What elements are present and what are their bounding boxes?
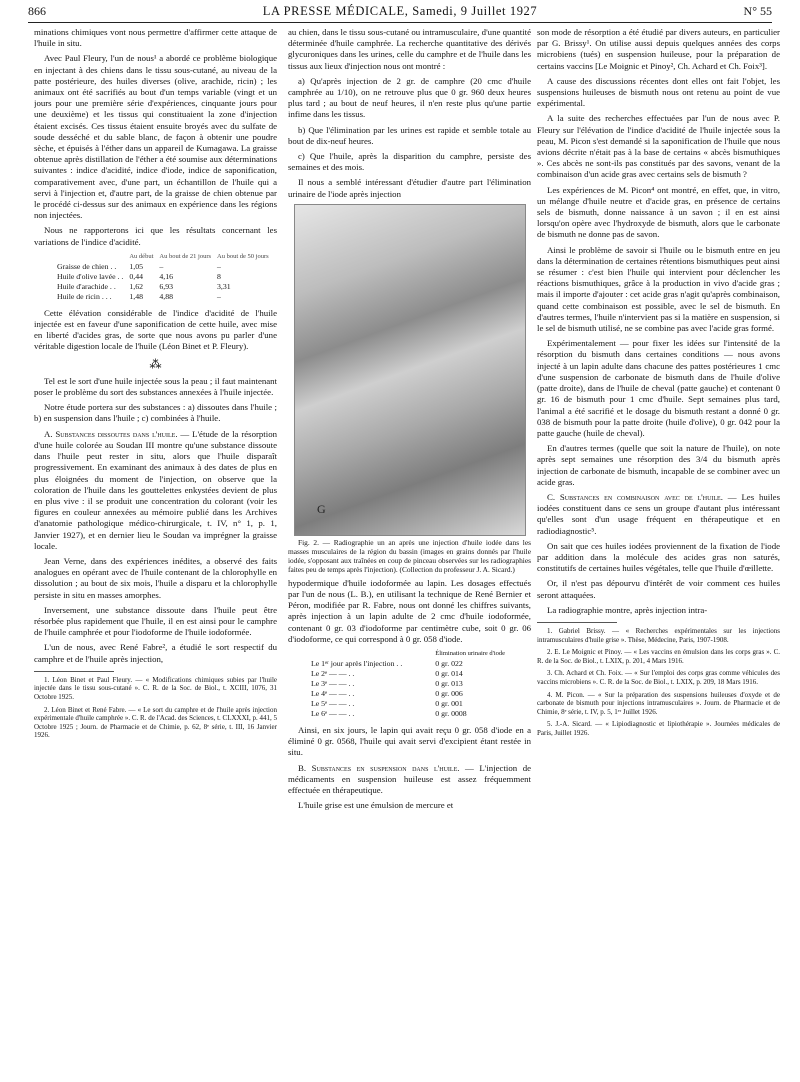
table-row [308,699,508,709]
cell: 0,44 [129,271,144,281]
paragraph: Les expériences de M. Picon⁴ ont montré, en effet, que, in vitro, un mélange d'huile neutre et d'acide gras, en présence de certains sels de bismuth, donne naissance à un savon ; il en est ainsi lorsqu'on opère avec l'hydroxyde de bismuth, alors que le carbonate de bismuth ne donne pas de savon. [537,184,780,240]
table-row [54,282,272,292]
row-label: Huile de ricin . . . [57,291,112,301]
paragraph: En d'autres termes (quelle que soit la nature de l'huile), on note après sept semaines une résorption des 3/4 du bismuth après injection de carbonate de bismuth, incapable de se combiner avec un acide gras. [537,443,780,487]
paragraph: Nous ne rapporterons ici que les résultats concernant les variations de l'indice d'acidité. [34,225,277,247]
table-row [308,689,508,699]
section-text: L'injection de médicaments en suspension huileuse est assez fréquemment effectuée en thérapeutique. [288,762,531,796]
cell: 6,93 [159,281,174,291]
section-text: L'étude de la résorption d'une huile colorée au Soudan III montre qu'une substance dissoute dans l'huile peut rester in situ, alors que l'huile disparaît progressivement. En examinant des animaux à des dates de plus en plus éloignées du moment de l'injection, on observe que la coloration de l'huile dans les gouttelettes enkystées devient de plus en plus vive : il se produit une concentration du colorant (voir les figures en couleur annexées au mémoire publié dans les Archives d'anatomie pathologique médico-chirurgicale, t. IV, n° 1, p. 1, Janvier 1927), et en dernier lieu le Soudan va imprégner la graisse locale. [34,428,277,551]
section-text: Les huiles iodées constituent dans ce sens un groupe d'autant plus intéressant qu'elles sont d'un usage fréquent en thérapeutique et en radiodiagnostic⁵. [537,491,780,536]
cell: 0 gr. 006 [435,689,463,699]
paragraph: Ainsi, en six jours, le lapin qui avait reçu 0 gr. 058 d'iode en a éliminé 0 gr. 0568, l'huile qui avait servi d'excipient étant restée in situ. [288,725,531,758]
paragraph: Cette élévation considérable de l'indice d'acidité de l'huile injectée est en faveur d'une saponification de cette huile, avec mise en liberté d'acides gras, de sorte que nous avons pu parler d'une véritable digestion locale de l'huile (Léon Binet et P. Fleury). [34,307,277,352]
row-label: Le 6ᵉ — — . . [311,709,355,719]
paragraph: L'un de nous, avec René Fabre², a étudié le sort respectif du camphre et de l'huile après injection, [34,642,277,664]
page-number: 866 [28,4,46,18]
paragraph: b) Que l'élimination par les urines est rapide et semble totale au bout de dix-neuf heures. [288,124,531,146]
section-heading: B. Substances en suspension dans l'huile. — [298,762,474,773]
header-rule [28,22,772,23]
paragraph: hypodermique d'huile iodoformée au lapin. Les dosages effectués par l'un de nous (L. B.), en utilisant la technique de René Bernier et Péron, modifiée par R. Fabre, nous ont donné les chiffres suivants, après injection à un lapin adulte de 2 cmc d'huile iodoformée, contenant 0 gr. 03 d'iodoforme par centimètre cube, soit 0 gr. 06 d'iodoforme, ce qui correspond à 0 gr. 058 d'iode. [288,577,531,644]
cell: 4,16 [159,271,174,281]
row-label: Le 2ᵉ — — . . [311,669,355,679]
table-header: Au bout de 21 jours [159,252,212,260]
figure-caption: Fig. 2. — Radiographie un an après une injection d'huile iodée dans les masses musculaires de la région du bassin (images en grains donnés par l'huile iodée, s'opposant aux traînées en coup de pinceau observées sur les radiographies faites peu de temps après l'injection). (Collection du professeur J. A. Sicard.) [288,537,531,574]
section-stars: ⁂ [149,356,162,371]
row-label: Le 1ᵉʳ jour après l'injection . . [311,659,403,669]
paragraph: son mode de résorption a été étudié par divers auteurs, en particulier par G. Brissy¹. On utilise aussi depuis quelques années des corps microbiens (tués) en suspension huileuse, pour la préparation de certains vaccins [Le Moignic et Pinoy², Ch. Achard et Ch. Foix³]. [537,27,780,71]
figure-letter: G [317,501,326,516]
row-label: Huile d'arachide . . [57,281,116,291]
section-c [537,492,780,537]
cell: 4,88 [159,291,174,301]
cell: – [217,261,221,271]
cell: 1,48 [129,291,144,301]
paragraph: au chien, dans le tissu sous-cutané ou intramusculaire, d'une quantité déterminée d'huile camphrée. La recherche quantitative des dérivés glycuroniques dans les urines, celle du camphre et de l'huile dans les tissus aux lieux d'injection nous ont montré : [288,27,531,71]
table-row [308,709,508,719]
table-row [308,669,508,679]
footnote: 1. Léon Binet et Paul Fleury. — « Modifications chimiques subies par l'huile injectée dans le tissu sous-cutané ». C. R. de la Soc. de Biol., t. XCIII, 1076, 31 Octobre 1925. [34,675,277,701]
cell: 1,62 [129,281,144,291]
footnote: 2. E. Le Moignic et Pinoy. — « Les vaccins en émulsion dans les corps gras ». C. R. de la Soc. de Biol., t. LXIX, p. 201, 4 Mars 1916. [537,648,780,665]
cell: 0 gr. 014 [435,669,463,679]
column-1 [34,27,277,1077]
paragraph: L'huile grise est une émulsion de mercure et [298,800,454,811]
paragraph: La radiographie montre, après injection intra- [547,604,708,615]
cell: 3,31 [217,281,231,291]
paragraph: Ainsi le problème de savoir si l'huile ou le bismuth entre en jeu dans la détermination de certaines rétentions bismuthiques peut ainsi se résumer : c'est bien l'huile qui intervient pour déclencher les réactions bismuthiques, grâce à la production in vivo d'acide gras ; mais il importe d'ajouter : cet acide gras n'agit qu'après combinaison, quand cette combinaison est possible, avec le sel de bismuth. En d'autres termes, l'huile n'intervient pas si la matière en suspension, si le sel de bismuth utilisé, ne se combine pas avec l'acide gras formé. [537,244,780,334]
paragraph: A la suite des recherches effectuées par l'un de nous avec P. Fleury sur l'élévation de l'indice d'acidité de l'huile injectée sous la peau, M. Picon s'est demandé si la saponification de l'huile que nous avions décrite n'était pas à la base de certains « abcès bismuthiques ». Ces abcès ne sont-ils pas constitués par des savons, venant de la combinaison d'un acide gras avec certains sels de bismuth ? [537,113,780,180]
acidity-table [54,252,272,302]
table-row [308,679,508,689]
section-b [288,763,531,797]
cell: 0 gr. 0008 [435,709,467,719]
paragraph: Tel est le sort d'une huile injectée sous la peau ; il faut maintenant poser le problème du sort des substances annexées à l'huile injectée. [34,375,277,398]
cell: 0 gr. 013 [435,679,463,689]
footnote: 5. J.-A. Sicard. — « Lipiodiagnostic et lipiothérapie ». Journées médicales de Paris, Juillet 1926. [537,720,780,737]
row-label: Le 3ᵉ — — . . [311,679,355,689]
paragraph: Avec Paul Fleury, l'un de nous¹ a abordé ce problème biologique en injectant à des chiens dans le tissu sous-cutané, au niveau de la patte postérieure, des huiles diverses (olive, arachide, ricin) ; les animaux ont été sacrifiés au bout d'un temps variable (vingt et un jours pour une première série d'expériences, cinquante jours pour une deuxième) et les tissus qui constituaient la zone d'injection étaient excisés. Ces tissus étaient ensuite broyés avec du sulfate de soude desséché et du sable blanc, de façon à obtenir une poudre sèche, et épuisés à l'éther dans un appareil de Kumagawa. La graisse obtenue après distillation de l'éther a été soumise aux déterminations suivantes : indice d'acidité, indice d'iode, indice de saponification, comparativement avec, d'une part, un échantillon de l'huile qui a servi à l'injection et, d'autre part, de la graisse de chien obtenue par le procédé ci-dessus sur des animaux en expérience dans les régions non injectées. [34,53,277,221]
radiograph-figure [294,204,526,536]
footnote: 4. M. Picon. — « Sur la préparation des suspensions huileuses d'oxyde et de carbonate de bismuth pour injections intramusculaires ». Journ. de Pharmacie et de Chimie, 8ᵉ série, t. IV, p. 5, 1ᵉʳ Juillet 1926. [537,690,780,716]
paragraph: Expérimentalement — pour fixer les idées sur l'intensité de la résorption du bismuth dans certaines conditions — nous avons injecté à un lapin adulte dans chacune des pattes postérieures 1 cmc d'une suspension de carbonate de bismuth dans de l'huile d'olive (patte droite), dans de l'huile de cheval (patte gauche) et contenant 0 gr. 16 de bismuth pour 1 cmc d'huile. Sept semaines plus tard, l'animal a été sacrifié et le dosage du bismuth restant a donné 0 gr. 038 de bismuth pour la patte droite (huile d'olive), 0 gr. 042 pour la patte gauche (huile de cheval). [537,338,780,438]
iodine-table [308,649,508,719]
paragraph: A cause des discussions récentes dont elles ont fait l'objet, les suspensions huileuses de bismuth nous ont retenu au point de vue expérimental. [537,75,780,109]
section-heading: C. Substances en combinaison avec de l'huile. — [547,491,737,502]
table-row [54,262,272,272]
paragraph: minations chimiques vont nous permettre d'affirmer cette attaque de l'huile in situ. [34,27,277,49]
paragraph: Il nous a semblé intéressant d'étudier d'autre part l'élimination urinaire de l'iode après injection [288,177,531,199]
section-heading: A. Substances dissoutes dans l'huile. — [44,428,190,439]
cell: 8 [217,271,221,281]
issue-number: N° 55 [743,4,772,18]
paragraph: Notre étude portera sur des substances : a) dissoutes dans l'huile ; b) en suspension dans l'huile ; c) combinées à l'huile. [34,402,277,424]
table-header: Au bout de 50 jours [217,252,269,260]
page-header [28,4,772,22]
column-2 [288,27,531,1077]
table-row [54,272,272,282]
table-row [308,659,508,669]
paragraph: a) Qu'après injection de 2 gr. de camphre (20 cmc d'huile camphrée au 1/10), on ne retrouve plus que 0 gr. 960 deux heures plus tard ; au bout de neuf heures, il n'en reste plus qu'une partie infime dans les tissus. [288,75,531,120]
cell: – [217,291,221,301]
section-a [34,429,277,552]
row-label: Graisse de chien . . [57,261,117,271]
journal-title: LA PRESSE MÉDICALE, Samedi, 9 Juillet 1927 [262,4,538,18]
cell: 0 gr. 001 [435,699,463,709]
footnote: 1. Gabriel Brissy. — « Recherches expérimentales sur les injections intramusculaires d'huile grise ». Thèse, Médecine, Paris, 1907-1908. [537,626,780,644]
paragraph: Jean Verne, dans des expériences inédites, a observé des faits analogues en opérant avec de l'huile contenant de la chlorophylle en dissolution ; au bout de six mois, l'huile a disparu et la chlorophylle persiste in situ en masses amorphes. [34,555,277,600]
paragraph: On sait que ces huiles iodées proviennent de la fixation de l'iode par addition dans la molécule des acides gras non saturés, constitutifs de certaines huiles végétales, telle que l'huile d'œillette. [537,540,780,574]
cell: 1,05 [129,261,144,271]
table-header: Au début [129,252,154,260]
row-label: Huile d'olive lavée . . [57,271,124,281]
paragraph: c) Que l'huile, après la disparition du camphre, persiste des semaines et des mois. [288,151,531,173]
table-header: Élimination urinaire d'iode [435,650,506,658]
paragraph: Inversement, une substance dissoute dans l'huile peut être résorbée plus rapidement que l'huile, il en est ainsi pour le camphre de l'huile camphrée et pour l'iodoforme de l'huile iodoformée. [34,604,277,638]
row-label: Le 5ᵉ — — . . [311,699,355,709]
footnote-rule [34,671,114,672]
footnote: 3. Ch. Achard et Ch. Foix. — « Sur l'emploi des corps gras comme véhicules des vaccins microbiens ». C. R. de la Soc. de Biol., t. LXIX, p. 209, 18 Mars 1916. [537,669,780,686]
cell: 0 gr. 022 [435,659,463,669]
footnote: 2. Léon Binet et René Fabre. — « Le sort du camphre et de l'huile après injection expérimentale d'huile camphrée ». C. R. de l'Acad. des Sciences, t. CLXXXI, p. 441, 5 Octobre 1925 ; Journ. de Pharmacie et de Chimie, p. 62, 8ᵉ série, t. III, 16 Janvier 1926. [34,705,277,740]
table-row [54,292,272,302]
cell: – [159,261,164,271]
row-label: Le 4ᵉ — — . . [311,689,355,699]
paragraph: Or, il n'est pas dépourvu d'intérêt de voir comment ces huiles seront attaquées. [537,578,780,600]
footnote-rule [537,622,617,623]
column-3 [537,27,780,1077]
